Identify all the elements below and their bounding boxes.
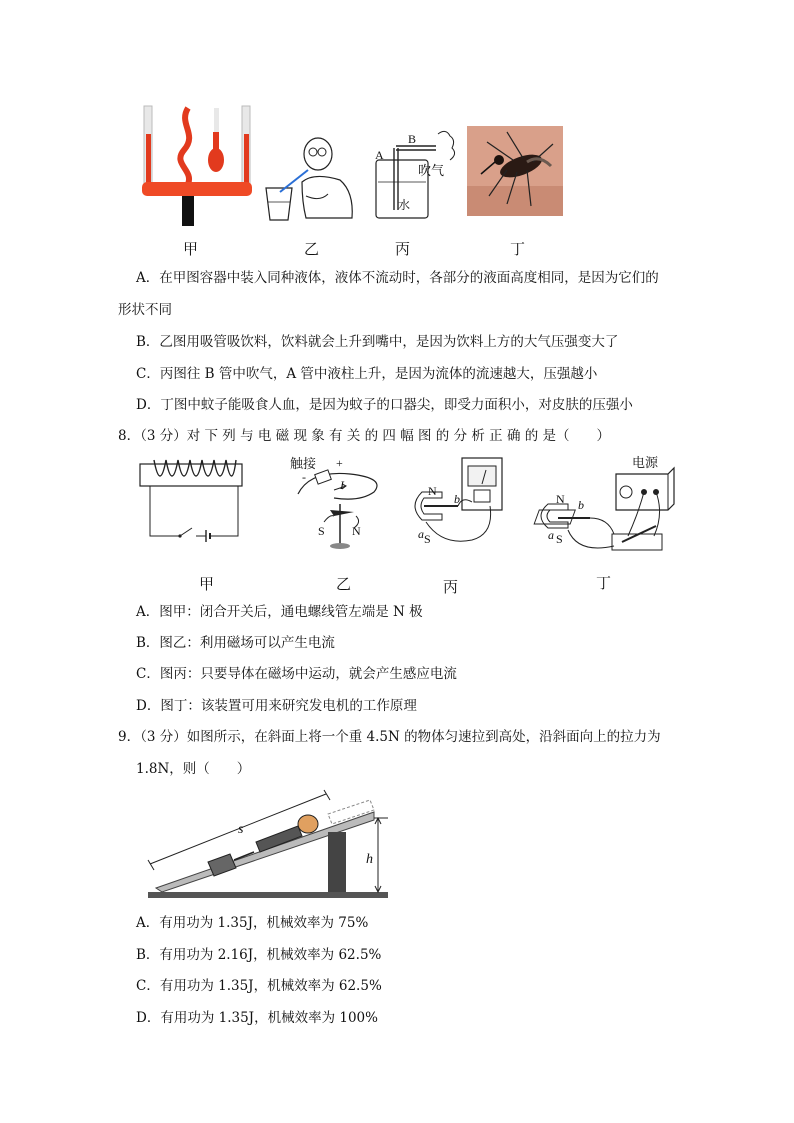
q8-option-c: C．图丙：只要导体在磁场中运动，就会产生感应电流 (136, 666, 457, 682)
slope-length-label: s (238, 822, 244, 837)
motor-circuit-figure (528, 464, 678, 564)
current-label: I (340, 478, 344, 492)
q8-option-b: B．图乙：利用磁场可以产生电流 (136, 635, 335, 651)
q9-option-a: A．有用功为 1.35J，机械效率为 75% (136, 915, 369, 931)
conductor-b-label: b (454, 492, 460, 506)
fig-label-jia: 甲 (183, 240, 199, 258)
q9-option-d: D．有用功为 1.35J，机械效率为 100% (136, 1010, 378, 1026)
blow-label: 吹气 (418, 164, 445, 179)
fig-label-bing: 丙 (395, 240, 411, 258)
tube-b-label: B (408, 132, 417, 146)
q8-fig-label-yi: 乙 (336, 575, 352, 593)
q8-option-a: A．图甲：闭合开关后，通电螺线管左端是 N 极 (136, 604, 423, 620)
plus-label: + (336, 456, 343, 470)
q8-option-d: D．图丁：该装置可用来研究发电机的工作原理 (136, 698, 417, 714)
conductor-a-label: a (418, 527, 424, 541)
motor-magnet-s-label: S (556, 532, 563, 546)
q8-stem: 8．（3 分）对 下 列 与 电 磁 现 象 有 关 的 四 幅 图 的 分 析 正 确 的 是（ ） (118, 428, 611, 444)
motor-conductor-a-label: a (548, 528, 554, 542)
q7-option-b: B．乙图用吸管吸饮料，饮料就会上升到嘴中，是因为饮料上方的大气压强变大了 (136, 334, 619, 350)
height-label: h (366, 852, 373, 867)
q8-fig-label-ding: 丁 (596, 574, 612, 592)
water-label: 水 (398, 198, 411, 212)
mosquito-photo (467, 126, 563, 216)
q9-stem: 9．（3 分）如图所示，在斜面上将一个重 4.5N 的物体匀速拉到高处，沿斜面向上的拉力为 (118, 729, 661, 745)
fig-label-ding: 丁 (510, 240, 526, 258)
solenoid-circuit-figure (136, 456, 248, 546)
q9-stem-cont: 1.8N，则（ ） (136, 761, 251, 777)
straw-drinking-figure (262, 132, 358, 224)
power-supply-label: 电源 (632, 456, 659, 471)
minus-label: - (302, 470, 306, 484)
motor-conductor-b-label: b (578, 498, 584, 512)
q7-option-c: C．丙图往 B 管中吹气，A 管中液柱上升，是因为流体的流速越大，压强越小 (136, 366, 598, 382)
q7-option-a-cont: 形状不同 (118, 302, 172, 318)
contact-label: 触接 (290, 457, 317, 472)
motor-magnet-n-label: N (556, 492, 565, 506)
needle-s-label: S (318, 524, 325, 538)
fig-label-yi: 乙 (304, 240, 320, 258)
q7-option-a: A．在甲图容器中装入同种液体，液体不流动时，各部分的液面高度相同，是因为它们的 (136, 270, 659, 286)
q7-option-d: D．丁图中蚊子能吸食人血，是因为蚊子的口器尖，即受力面积小，对皮肤的压强小 (136, 397, 633, 413)
inclined-plane-figure (142, 788, 394, 904)
q8-fig-label-bing: 丙 (443, 578, 459, 596)
connected-vessels-figure (138, 104, 254, 228)
q9-option-c: C．有用功为 1.35J，机械效率为 62.5% (136, 978, 382, 994)
q8-fig-label-jia: 甲 (199, 575, 215, 593)
magnet-n-label: N (428, 484, 437, 498)
q9-option-b: B．有用功为 2.16J，机械效率为 62.5% (136, 947, 382, 963)
needle-n-label: N (352, 524, 361, 538)
tube-a-label: A (375, 148, 384, 162)
magnet-s-label: S (424, 532, 431, 546)
